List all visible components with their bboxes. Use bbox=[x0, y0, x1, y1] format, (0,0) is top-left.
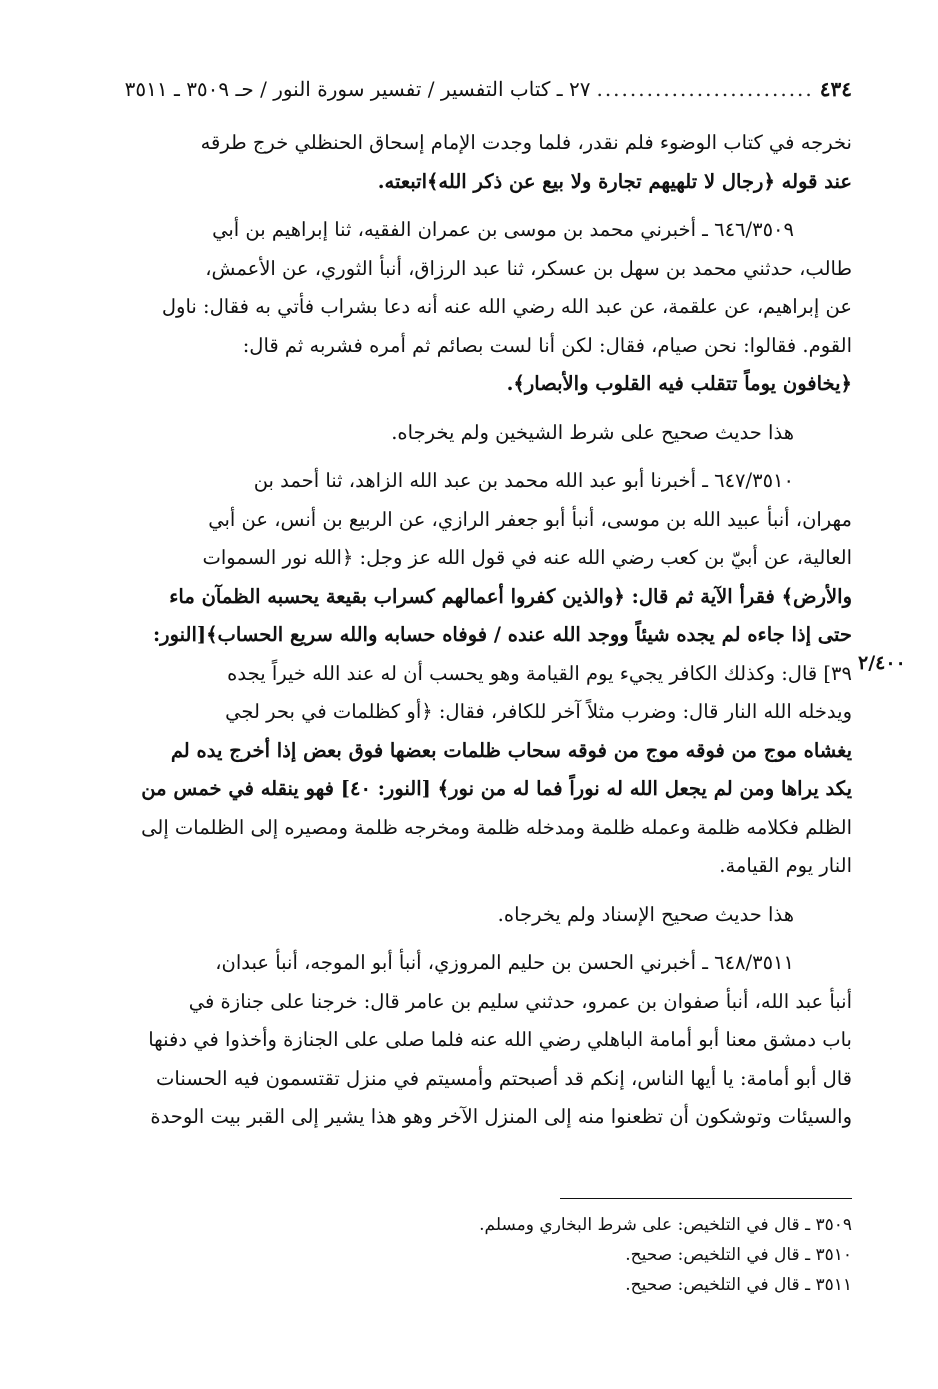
text-line-24: قال أبو أمامة: يا أيها الناس، إنكم قد أصبحتم وأمسيتم في منزل تقتسمون فيه الحسنات bbox=[156, 1066, 852, 1090]
header-dots: .......................... bbox=[596, 77, 814, 101]
text-line-15: ويدخله الله النار قال: وضرب مثلاً آخر للكافر، فقال: ﴿أو كظلمات في بحر لجي bbox=[225, 700, 852, 723]
text-line-8: هذا حديث صحيح على شرط الشيخين ولم يخرجاه. bbox=[391, 420, 794, 444]
text-line-6: القوم. فقالوا: نحن صيام، فقال: لكن أنا لست بصائم ثم أمره فشربه ثم قال: bbox=[242, 333, 852, 357]
footnotes bbox=[300, 1210, 852, 1300]
text-line-19: النار يوم القيامة. bbox=[719, 854, 852, 877]
text-line-2: عند قوله ﴿رجال لا تلهيهم تجارة ولا بيع عن ذكر الله﴾اتبعته. bbox=[377, 169, 852, 193]
text-line-20: هذا حديث صحيح الإسناد ولم يخرجاه. bbox=[497, 902, 794, 926]
text-line-9: ٦٤٧/٣٥١٠ ـ أخبرنا أبو عبد الله محمد بن عبد الله الزاهد، ثنا أحمد بن bbox=[253, 469, 794, 492]
text-line-23: باب دمشق معنا أبو أمامة الباهلي رضي الله عنه فلما صلى على الجنازة وأخذوا في دفنها bbox=[148, 1028, 852, 1051]
footnote-rule bbox=[560, 1198, 852, 1199]
text-line-17: يكد يراها ومن لم يجعل الله له نوراً فما له من نور﴾ [النور: ٤٠] فهو ينقله في خمس من bbox=[141, 777, 852, 800]
footnote-2: ٣٥١٠ ـ قال في التلخيص: صحيح. bbox=[625, 1245, 852, 1265]
text-line-22: أنبأ عبد الله، أنبأ صفوان بن عمرو، حدثني سليم بن عامر قال: خرجنا على جنازة في bbox=[188, 989, 852, 1013]
text-line-5: عن إبراهيم، عن علقمة، عن عبد الله رضي الله عنه أنه دعا بشراب فأتي به فقال: ناول bbox=[161, 295, 852, 318]
text-line-4: طالب، حدثني محمد بن سهل بن عسكر، ثنا عبد الرزاق، أنبأ الثوري، عن الأعمش، bbox=[205, 256, 852, 280]
margin-page-reference: ٢/٤٠٠ bbox=[858, 652, 906, 674]
text-line-12: والأرض﴾ فقرأ الآية ثم قال: ﴿والذين كفروا أعمالهم كسراب بقيعة يحسبه الظمآن ماء bbox=[169, 584, 852, 608]
text-line-21: ٦٤٨/٣٥١١ ـ أخبرني الحسن بن حليم المروزي، أنبأ أبو الموجه، أنبأ عبدان، bbox=[215, 951, 794, 974]
text-line-10: مهران، أنبأ عبيد الله بن موسى، أنبأ أبو جعفر الرازي، عن الربيع بن أنس، عن أبي bbox=[208, 507, 852, 531]
text-line-25: والسيئات وتوشكون أن تظعنوا منه إلى المنزل الآخر وهو هذا يشير إلى القبر بيت الوحدة bbox=[150, 1105, 852, 1128]
text-line-7: ﴿يخافون يوماً تتقلب فيه القلوب والأبصار﴾. bbox=[506, 372, 852, 395]
text-line-11: العالية، عن أبيّ بن كعب رضي الله عنه في قول الله عز وجل: ﴿الله نور السموات bbox=[202, 546, 852, 569]
footnote-3: ٣٥١١ ـ قال في التلخيص: صحيح. bbox=[625, 1275, 852, 1295]
main-text bbox=[100, 124, 852, 1137]
text-line-1: نخرجه في كتاب الوضوء فلم نقدر، فلما وجدت الإمام إسحاق الحنظلي خرج طرقه bbox=[200, 131, 852, 154]
text-line-3: ٦٤٦/٣٥٠٩ ـ أخبرني محمد بن موسى بن عمران الفقيه، ثنا إبراهيم بن أبي bbox=[212, 218, 794, 241]
running-header bbox=[100, 72, 852, 106]
running-title: ٢٧ ـ كتاب التفسير / تفسير سورة النور / حـ ٣٥٠٩ ـ ٣٥١١ bbox=[124, 77, 591, 101]
text-line-18: الظلم فكلامه ظلمة وعمله ظلمة ومدخله ظلمة ومخرجه ظلمة ومصيره إلى الظلمات إلى bbox=[141, 815, 852, 839]
text-line-16: يغشاه موج من فوقه موج من فوقه سحاب ظلمات بعضها فوق بعض إذا أخرج يده لم bbox=[170, 738, 852, 762]
text-line-14: ٣٩] قال: وكذلك الكافر يجيء يوم القيامة وهو يحسب أن له عند الله خيراً يجده bbox=[227, 661, 852, 685]
text-line-13: حتى إذا جاءه لم يجده شيئاً ووجد الله عنده / فوفاه حسابه والله سريع الحساب﴾[النور: bbox=[152, 623, 852, 646]
page-number: ٤٣٤ bbox=[819, 77, 852, 101]
footnote-1: ٣٥٠٩ ـ قال في التلخيص: على شرط البخاري ومسلم. bbox=[479, 1215, 852, 1235]
